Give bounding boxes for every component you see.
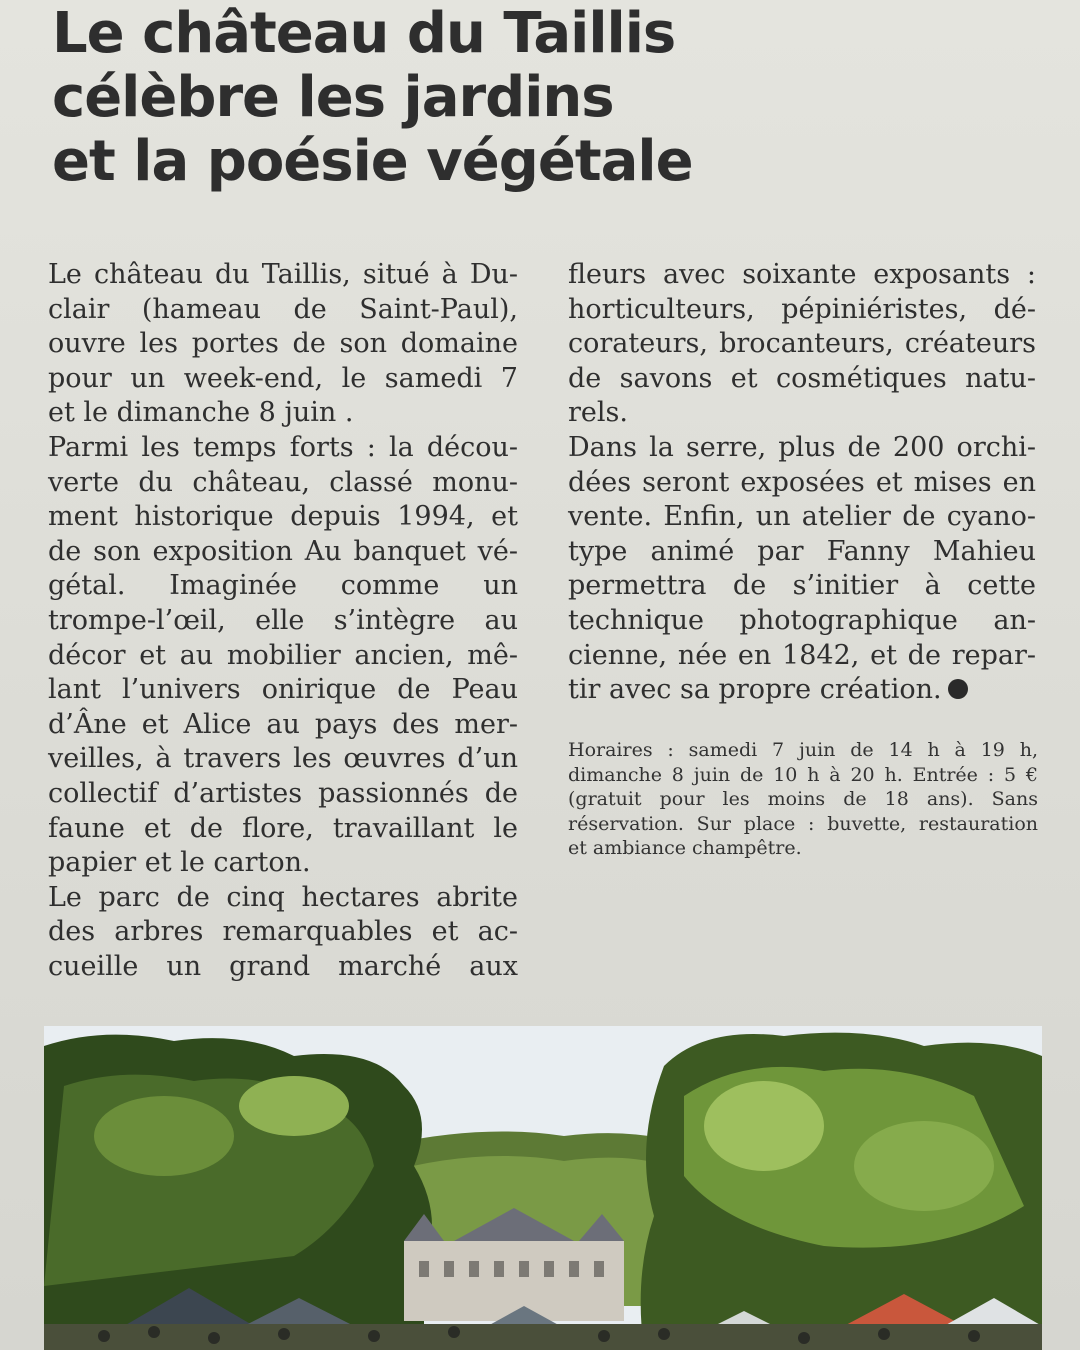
article-headline: [52, 2, 772, 194]
body-line: collectif d’artistes passionnés de: [48, 777, 518, 809]
info-line: Horaires : samedi 7 juin de 14 h à 19 h,: [568, 739, 1038, 761]
body-line: de son exposition Au banquet vé-: [48, 535, 518, 567]
left-leaf-cluster: [239, 1076, 349, 1136]
info-line: réservation. Sur place : buvette, restauration: [568, 812, 1038, 835]
body-line: lant l’univers onirique de Peau: [48, 674, 518, 706]
body-line: trompe-l’œil, elle s’intègre au: [48, 604, 518, 636]
body-line: Le château du Taillis, situé à Du-: [48, 259, 518, 290]
body-line: Parmi les temps forts : la décou-: [48, 431, 518, 463]
body-line: fleurs avec soixante exposants :: [568, 259, 1036, 290]
body-line: type animé par Fanny Mahieu: [568, 535, 1036, 567]
headline-line: célèbre les jardins: [52, 65, 614, 130]
body-line: de savons et cosmétiques natu-: [568, 362, 1036, 394]
body-line: des arbres remarquables et ac-: [48, 916, 518, 948]
body-line: dées seront exposées et mises en: [568, 466, 1036, 498]
body-line: rels.: [568, 397, 628, 429]
body-line: d’Âne et Alice au pays des mer-: [48, 708, 518, 740]
body-line: veilles, à travers les œuvres d’un: [48, 743, 518, 775]
end-of-article-bullet-icon: [948, 679, 968, 699]
crowd-ground: [44, 1324, 1042, 1350]
info-line: (gratuit pour les moins de 18 ans). Sans: [568, 788, 1038, 811]
practical-info-box: [568, 738, 1038, 861]
body-line: permettra de s’initier à cette: [568, 570, 1036, 602]
body-line: horticulteurs, pépiniéristes, dé-: [568, 293, 1036, 325]
body-line: clair (hameau de Saint-Paul),: [48, 293, 518, 325]
body-line-text: tir avec sa propre création.: [568, 674, 942, 706]
body-line-final: [568, 673, 1036, 708]
body-line: gétal. Imaginée comme un: [48, 570, 518, 602]
photo-illustration: [44, 1026, 1042, 1350]
body-line: faune et de flore, travaillant le: [48, 812, 518, 844]
right-leaf-cluster: [704, 1081, 824, 1171]
headline-line: Le château du Taillis: [52, 1, 676, 66]
info-line: dimanche 8 juin de 10 h à 20 h. Entrée : 5 €: [568, 763, 1038, 786]
headline-line: et la poésie végétale: [52, 129, 693, 194]
body-line: corateurs, brocanteurs, créateurs: [568, 328, 1036, 360]
body-line: pour un week-end, le samedi 7: [48, 362, 518, 394]
right-leaf-cluster: [854, 1121, 994, 1211]
body-line: ouvre les portes de son domaine: [48, 328, 518, 360]
body-line: Le parc de cinq hectares abrite: [48, 881, 518, 913]
body-line: vente. Enfin, un atelier de cyano-: [568, 501, 1036, 533]
body-line: décor et au mobilier ancien, mê-: [48, 639, 518, 671]
body-line: ment historique depuis 1994, et: [48, 501, 518, 533]
body-line: papier et le carton.: [48, 847, 311, 879]
article-right-column: [568, 258, 1036, 708]
article-left-column: [48, 258, 518, 984]
body-line: et le dimanche 8 juin .: [48, 397, 354, 429]
left-leaf-cluster: [94, 1096, 234, 1176]
body-line: cueille un grand marché aux: [48, 950, 518, 982]
body-line: technique photographique an-: [568, 604, 1036, 636]
chateau-market-photo: [44, 1026, 1042, 1350]
body-line: verte du château, classé monu-: [48, 466, 518, 498]
body-line: Dans la serre, plus de 200 orchi-: [568, 431, 1036, 463]
chateau-facade: [404, 1241, 624, 1321]
body-line: cienne, née en 1842, et de repar-: [568, 639, 1036, 671]
info-line: et ambiance champêtre.: [568, 837, 802, 860]
